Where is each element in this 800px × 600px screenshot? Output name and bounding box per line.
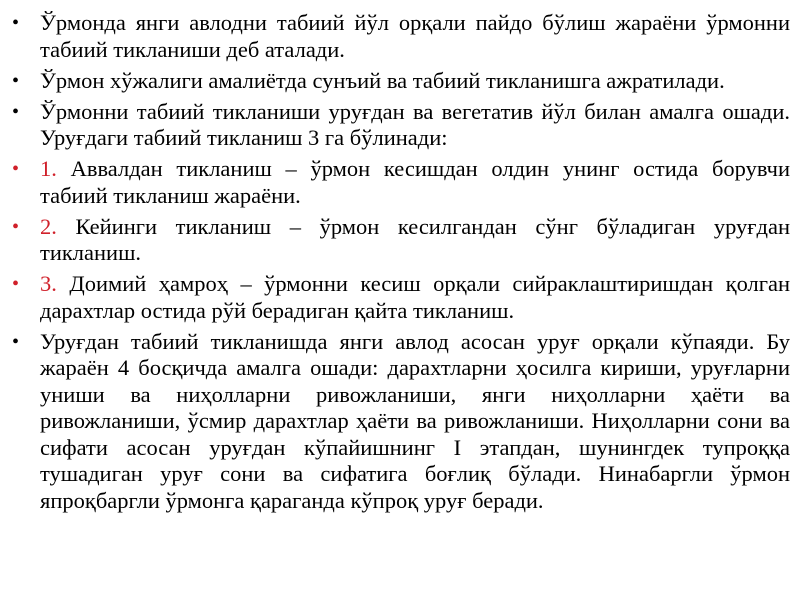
list-item-5 [10, 214, 790, 267]
list-item-2 [10, 68, 790, 95]
item-text: Ўрмон хўжалиги амалиётда сунъий ва табиий тикланишга ажратилади. [40, 67, 725, 93]
item-text: Ўрмонда янги авлодни табиий йўл орқали пайдо бўлиш жараёни ўрмонни табиий тикланиши деб аталади. [40, 10, 790, 62]
list-item-1 [10, 10, 790, 63]
bullet-dot-icon: • [12, 158, 20, 180]
item-number: 1. [40, 156, 57, 181]
bullet-dot-icon: • [12, 330, 20, 353]
list-item-7 [10, 329, 790, 515]
item-text: Аввалдан тикланиш – ўрмон кесишдан олдин унинг остида борувчи табиий тикланиш жараёни. [40, 156, 790, 208]
bullet-list [10, 10, 790, 514]
item-text: Доимий ҳамроҳ – ўрмонни кесиш орқали сийраклаштиришдан қолган дарахтлар остида рўй берадиган қайта тикланиш. [40, 271, 791, 323]
bullet-dot-icon: • [12, 273, 20, 295]
item-text: Кейинги тикланиш – ўрмон кесилгандан сўнг бўладиган уруғдан тикланиш. [40, 213, 790, 265]
list-item-6 [10, 271, 790, 324]
bullet-dot-icon: • [12, 12, 20, 34]
item-number: 3. [40, 271, 57, 296]
bullet-dot-icon: • [12, 100, 20, 123]
item-number: 2. [40, 213, 57, 239]
bullet-dot-icon: • [12, 69, 20, 92]
item-text: Ўрмонни табиий тикланиши уруғдан ва вегетатив йўл билан амалга ошади. Уруғдаги табиий тикланиш 3 га бўлинади: [40, 98, 790, 150]
list-item-4 [10, 156, 790, 209]
list-item-3 [10, 99, 790, 152]
bullet-dot-icon: • [12, 215, 20, 238]
item-text: Уруғдан табиий тикланишда янги авлод асосан уруғ орқали кўпаяди. Бу жараён 4 босқичда амалга ошади: дарахтларни ҳосилга кириши, уруғларни униши ва ниҳолларни ривожланиши, янги ниҳолларни ҳаёти ва ривожланиши, ўсмир дарахтлар ҳаёти ва ривожланиши. Ниҳолларни сони ва сифати асосан уруғдан кўпайишнинг I этапдан, шунингдек тупроққа тушадиган уруғ сони ва сифатига боғлиқ бўлади. Нинабаргли ўрмон япроқбаргли ўрмонга қараганда кўпроқ уруғ беради. [40, 328, 790, 513]
